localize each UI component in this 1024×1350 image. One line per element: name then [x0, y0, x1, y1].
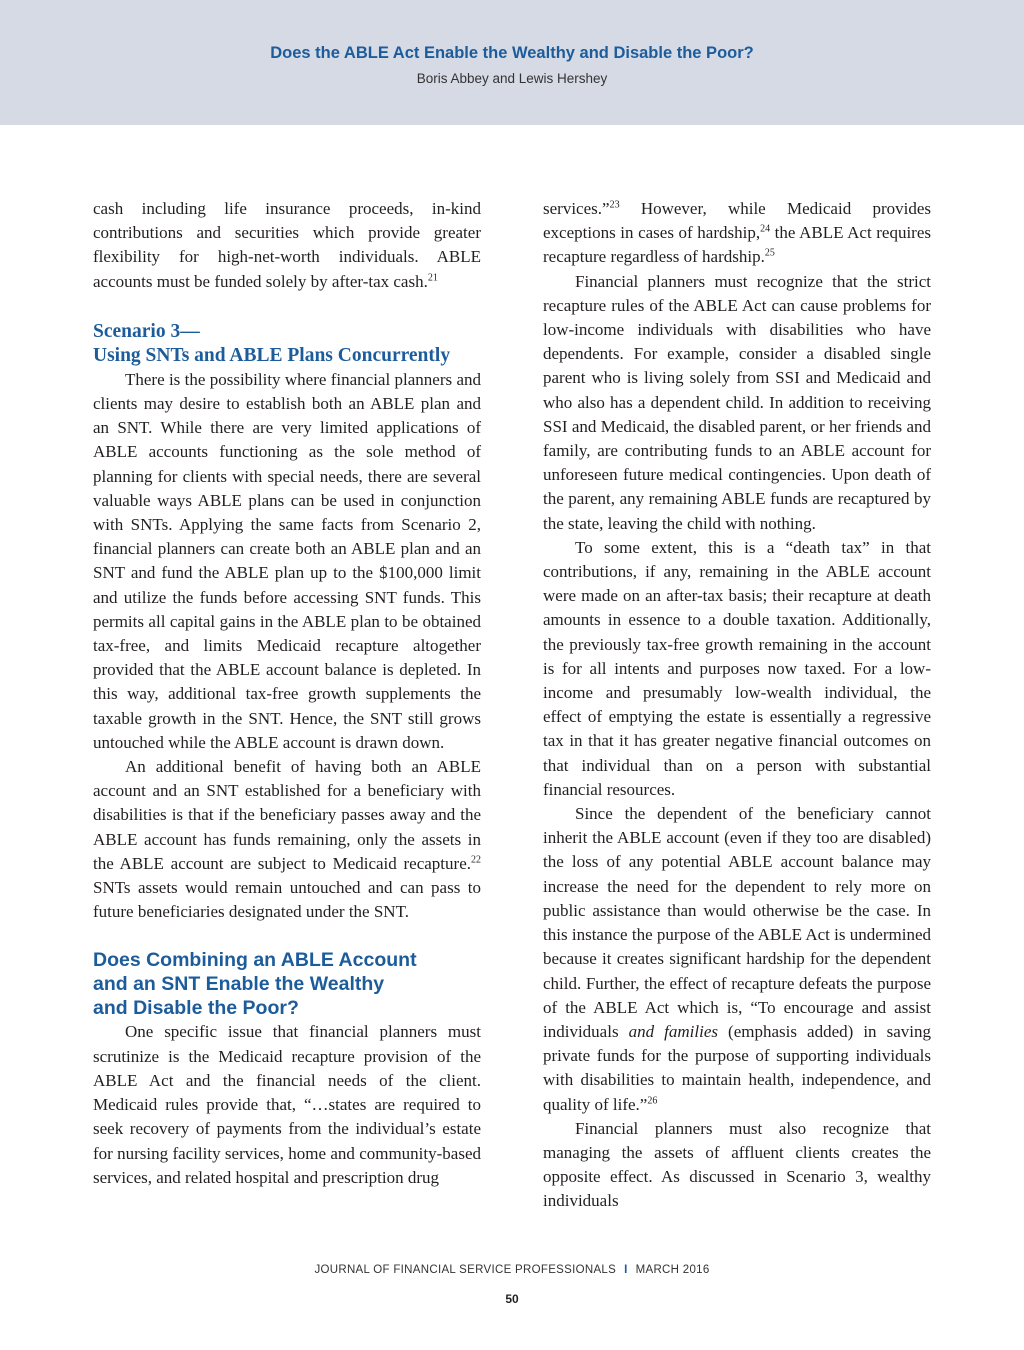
footer-separator: I [624, 1264, 628, 1276]
paragraph: cash including life insurance proceeds, in-kind contributions and securities which provide greater flexibility for high-net-worth individuals. ABLE accounts must be funded solely by after-tax cash.$^{21}$ [93, 199, 481, 291]
footnote-ref: 25 [764, 247, 775, 259]
paragraph: Financial planners must recognize that the strict recapture rules of the ABLE Act can cause problems for low-income individuals with disabilities who have dependents. For example, consider a disabled single parent who is living solely from SSI and Medicaid and who also has a dependent child. In addition to receiving SSI and Medicaid, the disabled parent, or her friends and family, are contributing funds to an ABLE account for unforeseen future medical contingencies. Upon death of the parent, any remaining ABLE funds are recaptured by the state, leaving the child with nothing. [543, 271, 931, 533]
paragraph: services.”$^{23}$ However, while Medicaid provides exceptions in cases of hardship,$^{24}$ the ABLE Act requires recapture regardless of hardship.$^{25}$ [543, 199, 932, 267]
footnote-ref: 22 [471, 854, 481, 866]
journal-name: JOURNAL OF FINANCIAL SERVICE PROFESSIONALS [314, 1264, 617, 1276]
right-column [543, 197, 931, 1214]
page-number: 50 [505, 1292, 519, 1306]
article-title: Does the ABLE Act Enable the Wealthy and Disable the Poor? [270, 44, 754, 62]
issue-date: MARCH 2016 [635, 1264, 710, 1276]
article-authors: Boris Abbey and Lewis Hershey [416, 71, 608, 86]
footnote-ref: 21 [427, 271, 438, 283]
paragraph: An additional benefit of having both an ABLE account and an SNT established for a beneficiary with disabilities is that if the beneficiary passes away and the ABLE account has funds remaining, only the assets in the ABLE account are subject to Medicaid recapture.$^{22}$ SNTs assets would remain untouched and can pass to future beneficiaries designated under the SNT. [93, 757, 481, 922]
footnote-ref: 23 [609, 199, 620, 211]
paragraph: Since the dependent of the beneficiary cannot inherit the ABLE account (even if they too are disabled) the loss of any potential ABLE account balance may increase the need for the dependent to rely more on public assistance than would otherwise be the case. In this instance the purpose of the ABLE Act is undermined because it creates significant hardship for the dependent child. Further, the effect of recapture defeats the purpose of the ABLE Act which is, “To encourage and assist individuals and families (emphasis added) in saving private funds for the purpose of supporting individuals with disabilities to maintain health, independence, and quality of life.”$^{26}$ [543, 804, 931, 1114]
paragraph: To some extent, this is a “death tax” in that contributions, if any, remaining in the ABLE account were made on an after-tax basis; their recapture at death amounts in essence to a double taxation. Additionally, the previously tax-free growth remaining in the account is for all intents and purposes now taxed. For a low-income and presumably low-wealth individual, the effect of emptying the estate is essentially a regressive tax in that it has greater negative financial outcomes on that individual than on a person with substantial financial resources. [543, 537, 931, 799]
paragraph: Financial planners must also recognize that managing the assets of affluent clients creates the opposite effect. As discussed in Scenario 3, wealthy individuals [543, 1118, 931, 1211]
journal-footer [0, 1264, 1024, 1276]
section-heading: Does Combining an ABLE Account and an SNT Enable the Wealthy and Disable the Poor? [93, 949, 417, 1020]
footnote-ref: 26 [647, 1094, 658, 1106]
footnote-ref: 24 [760, 223, 771, 235]
scenario-heading: Scenario 3— Using SNTs and ABLE Plans Concurrently [93, 320, 451, 366]
left-column [93, 197, 481, 1190]
paragraph: There is the possibility where financial planners and clients may desire to establish both an ABLE plan and an SNT. While there are very limited applications of ABLE accounts functioning as the sole method of planning for clients with special needs, there are several valuable ways ABLE plans can be used in conjunction with SNTs. Applying the same facts from Scenario 2, financial planners can create both an ABLE plan and an SNT and fund the ABLE plan up to the $100,000 limit and utilize the funds before accessing SNT funds. This permits all capital gains in the ABLE plan to be obtained tax-free, and limits Medicaid recapture altogether provided that the ABLE account balance is depleted. In this way, additional tax-free growth supplements the taxable growth in the SNT. Hence, the SNT still grows untouched while the ABLE account is drawn down. [93, 369, 481, 752]
paragraph: One specific issue that financial planners must scrutinize is the Medicaid recapture provision of the ABLE Act and the financial needs of the client. Medicaid rules provide that, “…states are required to seek recovery of payments from the individual’s estate for nursing facility services, home and community-based services, and related hospital and prescription drug [93, 1022, 481, 1187]
page-header-band [0, 0, 1024, 125]
